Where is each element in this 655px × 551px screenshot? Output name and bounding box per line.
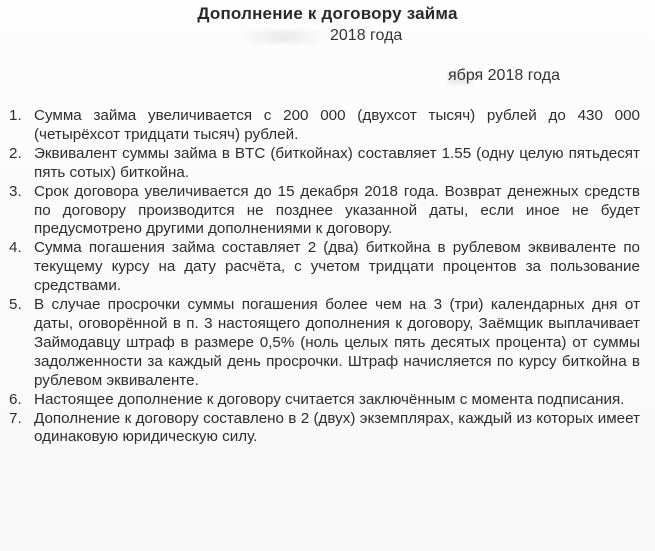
document-subtitle-date: 2018 года — [330, 27, 403, 44]
item-text: Эквивалент суммы займа в BTC (биткойнах) составляет 1.55 (одну целую пятьдесят пять сотых) биткойна. — [34, 144, 640, 181]
item-text: Настоящее дополнение к договору считается заключённым с момента подписания. — [34, 390, 625, 408]
item-number: 2. — [9, 144, 22, 162]
list-item — [0, 145, 640, 183]
item-text: В случае просрочки суммы погашения более чем на 3 (три) календарных дня от даты, оговорённой в п. 3 настоящего дополнения к договору, Заёмщик выплачивает Займодавцу штраф в размере 0,5% (ноль целых пять десятых процента) от суммы задолженности за каждый день просрочки. Штраф начисляется по курсу биткойна в рублевом эквиваленте. — [34, 296, 640, 389]
item-number: 5. — [9, 296, 22, 314]
item-number: 4. — [9, 239, 22, 257]
redacted-date-region — [238, 31, 328, 43]
item-number: 6. — [9, 390, 22, 408]
item-text: Срок договора увеличивается до 15 декабря 2018 года. Возврат денежных средств по договору производится не позднее указанной даты, если иное не будет предусмотрено другими дополнениями к договору. — [34, 182, 640, 238]
item-number: 7. — [9, 409, 22, 427]
list-item — [0, 391, 640, 410]
item-text: Сумма займа увеличивается с 200 000 (двухсот тысяч) рублей до 430 000 (четырёхсот тридцати тысяч) рублей. — [34, 107, 640, 143]
terms-list — [0, 107, 640, 447]
list-item — [0, 183, 640, 240]
document-title: Дополнение к договору займа — [197, 4, 458, 23]
item-text: Дополнение к договору составлено в 2 (двух) экземплярах, каждый из которых имеет одинаковую юридическую силу. — [34, 409, 640, 446]
list-item — [0, 107, 640, 145]
item-text: Сумма погашения займа составляет 2 (два) биткойна в рублевом эквиваленте по текущему курсу на дату расчёта, с учетом тридцати процентов за пользование средствами. — [34, 239, 640, 295]
list-item — [0, 410, 640, 448]
item-number: 3. — [9, 182, 22, 200]
document-date-line: ября 2018 года — [448, 67, 560, 84]
list-item — [0, 296, 640, 391]
list-item — [0, 239, 640, 296]
item-number: 1. — [9, 107, 22, 124]
